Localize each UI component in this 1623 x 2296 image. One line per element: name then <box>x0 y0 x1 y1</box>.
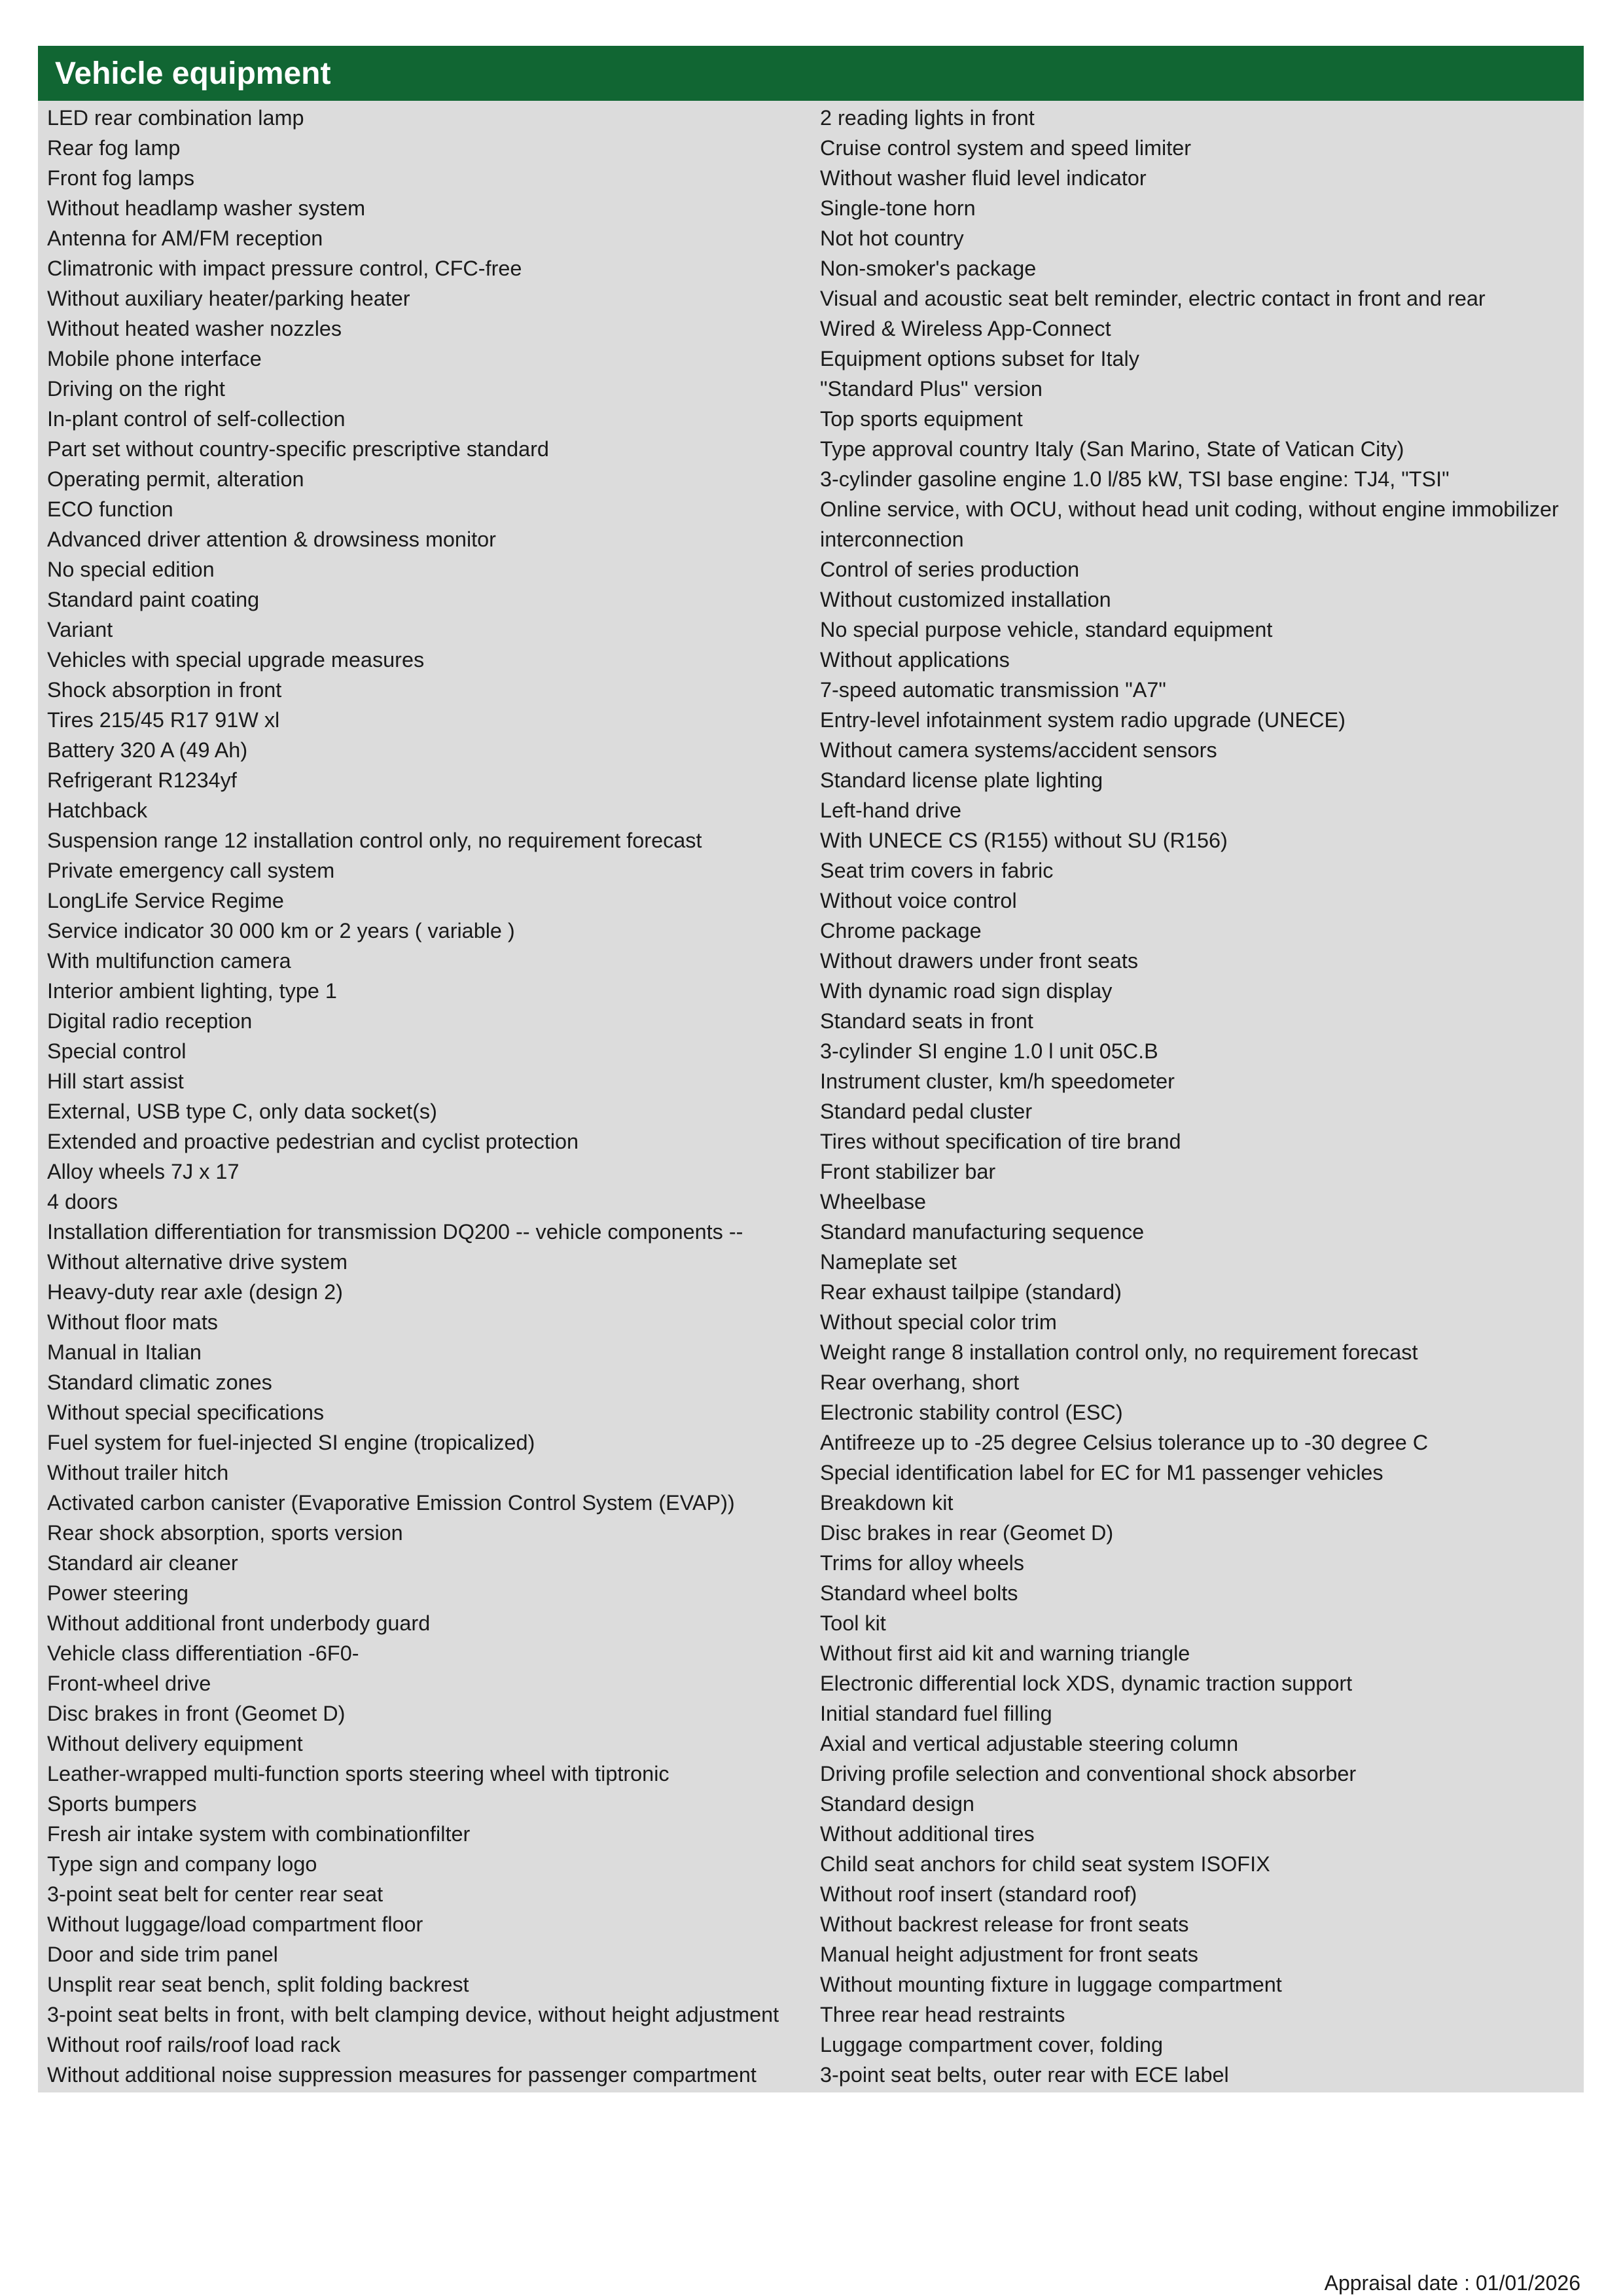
equipment-item: Disc brakes in rear (Geomet D) <box>820 1521 1114 1545</box>
equipment-item: Without special specifications <box>47 1401 325 1424</box>
equipment-item: 3-point seat belt for center rear seat <box>47 1882 383 1906</box>
equipment-item: External, USB type C, only data socket(s) <box>47 1100 437 1123</box>
equipment-item: Operating permit, alteration <box>47 467 304 491</box>
equipment-item: Rear shock absorption, sports version <box>47 1521 403 1545</box>
equipment-item: Instrument cluster, km/h speedometer <box>820 1069 1175 1093</box>
equipment-item: Top sports equipment <box>820 407 1023 431</box>
equipment-item: Without heated washer nozzles <box>47 317 342 340</box>
equipment-item: Without luggage/load compartment floor <box>47 1912 423 1936</box>
equipment-item: Mobile phone interface <box>47 347 262 370</box>
equipment-item: Alloy wheels 7J x 17 <box>47 1160 240 1183</box>
equipment-item: Hill start assist <box>47 1069 184 1093</box>
equipment-item: Vehicle class differentiation -6F0- <box>47 1641 359 1665</box>
equipment-item: Suspension range 12 installation control only, no requirement forecast <box>47 829 702 852</box>
equipment-item: Single-tone horn <box>820 196 976 220</box>
equipment-item: 3-cylinder gasoline engine 1.0 l/85 kW, TSI base engine: TJ4, "TSI" <box>820 467 1450 491</box>
equipment-item: Fuel system for fuel-injected SI engine (tropicalized) <box>47 1431 535 1454</box>
equipment-item: Installation differentiation for transmission DQ200 -- vehicle components -- <box>47 1220 743 1244</box>
equipment-item: Visual and acoustic seat belt reminder, electric contact in front and rear <box>820 287 1486 310</box>
equipment-item: Refrigerant R1234yf <box>47 768 237 792</box>
equipment-item: Wheelbase <box>820 1190 927 1213</box>
equipment-item: Nameplate set <box>820 1250 957 1274</box>
equipment-item: Antenna for AM/FM reception <box>47 226 323 250</box>
equipment-list-right <box>820 103 1584 2090</box>
equipment-item: Climatronic with impact pressure control, CFC-free <box>47 257 522 280</box>
vehicle-equipment-panel <box>38 46 1584 2092</box>
equipment-item: Without voice control <box>820 889 1017 912</box>
equipment-item: Tires without specification of tire brand <box>820 1130 1181 1153</box>
equipment-item: Electronic stability control (ESC) <box>820 1401 1123 1424</box>
equipment-item: Standard license plate lighting <box>820 768 1103 792</box>
equipment-item: Electronic differential lock XDS, dynamic traction support <box>820 1672 1353 1695</box>
equipment-item: Tires 215/45 R17 91W xl <box>47 708 280 732</box>
equipment-item: Shock absorption in front <box>47 678 282 702</box>
equipment-item: Power steering <box>47 1581 189 1605</box>
equipment-item: No special purpose vehicle, standard equipment <box>820 618 1273 641</box>
equipment-item: Without first aid kit and warning triangle <box>820 1641 1190 1665</box>
equipment-item: Private emergency call system <box>47 859 335 882</box>
equipment-item: Without washer fluid level indicator <box>820 166 1147 190</box>
equipment-item: ECO function <box>47 497 173 521</box>
equipment-item: Rear exhaust tailpipe (standard) <box>820 1280 1122 1304</box>
equipment-item: Standard climatic zones <box>47 1371 272 1394</box>
equipment-item: Standard paint coating <box>47 588 260 611</box>
equipment-item: Without additional noise suppression measures for passenger compartment <box>47 2063 757 2087</box>
equipment-item: Leather-wrapped multi-function sports steering wheel with tiptronic <box>47 1762 669 1785</box>
equipment-item: Standard pedal cluster <box>820 1100 1033 1123</box>
equipment-item: Battery 320 A (49 Ah) <box>47 738 248 762</box>
equipment-item: 3-point seat belts, outer rear with ECE label <box>820 2063 1229 2087</box>
equipment-item: With multifunction camera <box>47 949 291 973</box>
equipment-item: With UNECE CS (R155) without SU (R156) <box>820 829 1228 852</box>
equipment-item: Manual height adjustment for front seats <box>820 1943 1198 1966</box>
equipment-item: Sports bumpers <box>47 1792 197 1816</box>
equipment-item: With dynamic road sign display <box>820 979 1113 1003</box>
equipment-item: Service indicator 30 000 km or 2 years ( variable ) <box>47 919 515 942</box>
equipment-item: Equipment options subset for Italy <box>820 347 1139 370</box>
equipment-item: Vehicles with special upgrade measures <box>47 648 425 672</box>
equipment-item: Non-smoker's package <box>820 257 1037 280</box>
equipment-item: Without drawers under front seats <box>820 949 1139 973</box>
equipment-item: Front fog lamps <box>47 166 195 190</box>
equipment-item: Three rear head restraints <box>820 2003 1065 2026</box>
equipment-item: Without trailer hitch <box>47 1461 229 1484</box>
equipment-item: Without headlamp washer system <box>47 196 366 220</box>
equipment-item: Digital radio reception <box>47 1009 253 1033</box>
equipment-item: 3-point seat belts in front, with belt clamping device, without height adjustment <box>47 2003 779 2026</box>
equipment-item: Without applications <box>820 648 1010 672</box>
equipment-item: No special edition <box>47 558 215 581</box>
equipment-item: Entry-level infotainment system radio upgrade (UNECE) <box>820 708 1346 732</box>
equipment-item: Weight range 8 installation control only, no requirement forecast <box>820 1340 1418 1364</box>
equipment-item: Front-wheel drive <box>47 1672 211 1695</box>
equipment-item: Driving profile selection and conventional shock absorber <box>820 1762 1357 1785</box>
equipment-item: Standard air cleaner <box>47 1551 238 1575</box>
equipment-item: Unsplit rear seat bench, split folding backrest <box>47 1973 469 1996</box>
equipment-item: Not hot country <box>820 226 964 250</box>
equipment-item: Manual in Italian <box>47 1340 202 1364</box>
equipment-item: Hatchback <box>47 798 148 822</box>
equipment-item: Heavy-duty rear axle (design 2) <box>47 1280 343 1304</box>
equipment-item: Without roof insert (standard roof) <box>820 1882 1137 1906</box>
equipment-item: Activated carbon canister (Evaporative Emission Control System (EVAP)) <box>47 1491 735 1515</box>
equipment-item: Without camera systems/accident sensors <box>820 738 1217 762</box>
equipment-item: Rear fog lamp <box>47 136 181 160</box>
equipment-item: Part set without country-specific prescriptive standard <box>47 437 549 461</box>
equipment-item: Standard seats in front <box>820 1009 1033 1033</box>
equipment-item: Variant <box>47 618 113 641</box>
equipment-item: Door and side trim panel <box>47 1943 278 1966</box>
equipment-item: Without roof rails/roof load rack <box>47 2033 341 2056</box>
equipment-item: Initial standard fuel filling <box>820 1702 1052 1725</box>
equipment-item: Tool kit <box>820 1611 886 1635</box>
equipment-item: In-plant control of self-collection <box>47 407 346 431</box>
equipment-item: Control of series production <box>820 558 1080 581</box>
equipment-item: Fresh air intake system with combinationfilter <box>47 1822 471 1846</box>
equipment-item: Without additional tires <box>820 1822 1035 1846</box>
equipment-item: Left-hand drive <box>820 798 962 822</box>
equipment-item: Rear overhang, short <box>820 1371 1020 1394</box>
equipment-item: Without auxiliary heater/parking heater <box>47 287 410 310</box>
equipment-item: Wired & Wireless App-Connect <box>820 317 1111 340</box>
equipment-item: Standard design <box>820 1792 974 1816</box>
equipment-item: Extended and proactive pedestrian and cyclist protection <box>47 1130 579 1153</box>
equipment-item: Without special color trim <box>820 1310 1057 1334</box>
equipment-item: "Standard Plus" version <box>820 377 1043 401</box>
equipment-item: Luggage compartment cover, folding <box>820 2033 1163 2056</box>
equipment-item: 7-speed automatic transmission "A7" <box>820 678 1166 702</box>
equipment-item: Axial and vertical adjustable steering column <box>820 1732 1239 1755</box>
equipment-item: Online service, with OCU, without head unit coding, without engine immobilizer interconnection <box>820 497 1559 551</box>
equipment-item: Interior ambient lighting, type 1 <box>47 979 337 1003</box>
equipment-item: Type approval country Italy (San Marino, State of Vatican City) <box>820 437 1404 461</box>
equipment-item: Breakdown kit <box>820 1491 954 1515</box>
equipment-item: 4 doors <box>47 1190 118 1213</box>
equipment-item: Trims for alloy wheels <box>820 1551 1024 1575</box>
equipment-item: Driving on the right <box>47 377 225 401</box>
equipment-item: Front stabilizer bar <box>820 1160 996 1183</box>
equipment-item: Antifreeze up to -25 degree Celsius tolerance up to -30 degree C <box>820 1431 1429 1454</box>
equipment-item: Advanced driver attention & drowsiness monitor <box>47 528 496 551</box>
equipment-item: Type sign and company logo <box>47 1852 317 1876</box>
equipment-item: Chrome package <box>820 919 982 942</box>
equipment-item: Special identification label for EC for M1 passenger vehicles <box>820 1461 1383 1484</box>
equipment-item: Cruise control system and speed limiter <box>820 136 1192 160</box>
equipment-item: Seat trim covers in fabric <box>820 859 1054 882</box>
equipment-item: LongLife Service Regime <box>47 889 284 912</box>
equipment-item: 3-cylinder SI engine 1.0 l unit 05C.B <box>820 1039 1158 1063</box>
section-title: Vehicle equipment <box>55 56 331 91</box>
equipment-columns <box>38 101 1584 2092</box>
equipment-item: Without mounting fixture in luggage compartment <box>820 1973 1282 1996</box>
equipment-item: Standard manufacturing sequence <box>820 1220 1145 1244</box>
equipment-item: Without alternative drive system <box>47 1250 348 1274</box>
equipment-item: Child seat anchors for child seat system ISOFIX <box>820 1852 1270 1876</box>
section-header <box>38 46 1584 101</box>
equipment-item: Without customized installation <box>820 588 1111 611</box>
equipment-item: Disc brakes in front (Geomet D) <box>47 1702 346 1725</box>
equipment-item: Without additional front underbody guard <box>47 1611 431 1635</box>
equipment-item: LED rear combination lamp <box>47 106 304 130</box>
equipment-item: Without backrest release for front seats <box>820 1912 1189 1936</box>
equipment-list-left <box>38 103 820 2090</box>
equipment-item: Standard wheel bolts <box>820 1581 1018 1605</box>
appraisal-date: Appraisal date : 01/01/2026 <box>1324 2271 1580 2295</box>
equipment-item: Without delivery equipment <box>47 1732 303 1755</box>
equipment-item: Special control <box>47 1039 187 1063</box>
equipment-item: Without floor mats <box>47 1310 219 1334</box>
equipment-item: 2 reading lights in front <box>820 106 1035 130</box>
